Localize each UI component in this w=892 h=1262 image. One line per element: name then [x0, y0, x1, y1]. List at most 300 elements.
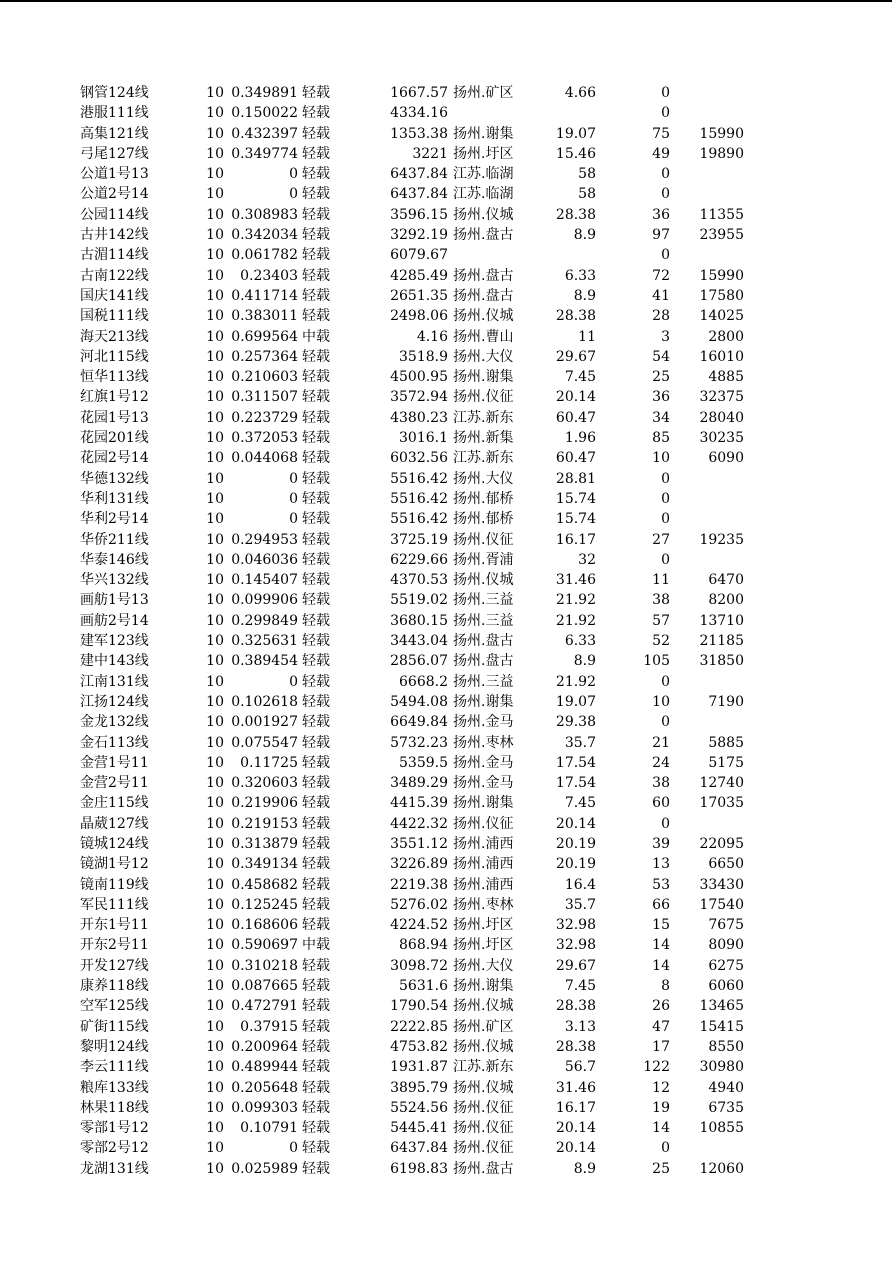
load-level-cell: 轻载	[302, 247, 330, 264]
count-cell: 52	[652, 633, 670, 650]
load-ratio-cell: 0.219153	[231, 815, 298, 832]
region-cell: 扬州.谢集	[453, 978, 514, 995]
distance-cell: 29.67	[555, 348, 596, 365]
table-row	[0, 672, 892, 692]
load-level-cell: 轻载	[302, 734, 330, 751]
load-ratio-cell: 0.294953	[231, 531, 298, 548]
capacity-margin-cell: 4285.49	[390, 267, 448, 284]
line-name-cell: 国税111线	[80, 308, 149, 325]
region-cell: 扬州.枣林	[453, 896, 514, 913]
distance-cell: 60.47	[555, 409, 596, 426]
capacity-margin-cell: 6668.2	[399, 673, 448, 690]
table-row	[0, 124, 892, 144]
distance-cell: 15.74	[555, 511, 596, 528]
region-cell: 扬州.郁桥	[453, 511, 514, 528]
distance-cell: 8.9	[573, 1160, 596, 1177]
load-level-cell: 轻载	[302, 1140, 330, 1157]
voltage-cell: 10	[206, 633, 224, 650]
load-level-cell: 轻载	[302, 1079, 330, 1096]
table-row	[0, 1118, 892, 1138]
count-cell: 14	[652, 1120, 670, 1137]
distance-cell: 19.07	[555, 125, 596, 142]
count-cell: 15	[652, 917, 670, 934]
voltage-cell: 10	[206, 1099, 224, 1116]
distance-cell: 31.46	[555, 1079, 596, 1096]
line-name-cell: 画舫2号14	[80, 612, 149, 629]
distance-cell: 20.14	[555, 1120, 596, 1137]
capacity-margin-cell: 3725.19	[390, 531, 448, 548]
capacity-margin-cell: 2219.38	[390, 876, 448, 893]
line-name-cell: 华利131线	[80, 490, 149, 507]
distance-cell: 6.33	[564, 267, 596, 284]
voltage-cell: 10	[206, 754, 224, 771]
capacity-margin-cell: 6032.56	[390, 450, 448, 467]
load-ratio-cell: 0.025989	[231, 1160, 298, 1177]
line-name-cell: 花园201线	[80, 430, 149, 447]
voltage-cell: 10	[206, 856, 224, 873]
capacity-margin-cell: 3572.94	[390, 389, 448, 406]
capacity-margin-cell: 3016.1	[399, 430, 448, 447]
voltage-cell: 10	[206, 186, 224, 203]
load-level-cell: 轻载	[302, 85, 330, 101]
line-name-cell: 公道2号14	[80, 186, 149, 203]
region-cell: 扬州.曹山	[453, 328, 514, 345]
line-name-cell: 晶葳127线	[80, 815, 149, 832]
distance-cell: 58	[578, 166, 596, 183]
count-cell: 13	[652, 856, 670, 873]
line-name-cell: 钢管124线	[80, 85, 149, 101]
line-name-cell: 黎明124线	[80, 1038, 149, 1055]
table-row	[0, 590, 892, 610]
load-ratio-cell: 0	[289, 511, 298, 528]
distance-cell: 21.92	[555, 673, 596, 690]
count-cell: 27	[652, 531, 670, 548]
voltage-cell: 10	[206, 734, 224, 751]
capacity-margin-cell: 4500.95	[390, 369, 448, 386]
load-level-cell: 轻载	[302, 775, 330, 792]
load-level-cell: 轻载	[302, 1018, 330, 1035]
load-ratio-cell: 0.311507	[231, 389, 298, 406]
region-cell: 扬州.仪征	[453, 531, 514, 548]
capacity-margin-cell: 5516.42	[390, 511, 448, 528]
capacity-margin-cell: 2856.07	[390, 653, 448, 670]
load-ratio-cell: 0.205648	[231, 1079, 298, 1096]
distance-cell: 60.47	[555, 450, 596, 467]
distance-cell: 21.92	[555, 592, 596, 609]
line-name-cell: 零部2号12	[80, 1140, 149, 1157]
line-name-cell: 古井142线	[80, 227, 149, 244]
region-cell: 扬州.谢集	[453, 125, 514, 142]
voltage-cell: 10	[206, 490, 224, 507]
table-row	[0, 875, 892, 895]
table-row	[0, 144, 892, 164]
count-cell: 21	[652, 734, 670, 751]
load-ratio-cell: 0.10791	[240, 1120, 298, 1137]
load-level-cell: 轻载	[302, 612, 330, 629]
capacity-margin-cell: 5494.08	[390, 693, 448, 710]
load-level-cell: 轻载	[302, 998, 330, 1015]
line-name-cell: 李云111线	[80, 1059, 149, 1076]
table-row	[0, 550, 892, 570]
load-ratio-cell: 0.23403	[240, 267, 298, 284]
capacity-cell: 2800	[708, 328, 744, 345]
voltage-cell: 10	[206, 1160, 224, 1177]
region-cell: 扬州.大仪	[453, 470, 514, 487]
count-cell: 25	[652, 369, 670, 386]
table-row	[0, 1017, 892, 1037]
line-name-cell: 港服111线	[80, 105, 149, 122]
region-cell: 扬州.新集	[453, 430, 514, 447]
load-ratio-cell: 0.458682	[231, 876, 298, 893]
capacity-cell: 8550	[708, 1038, 744, 1055]
load-level-cell: 轻载	[302, 409, 330, 426]
load-ratio-cell: 0.099303	[231, 1099, 298, 1116]
capacity-cell: 12060	[699, 1160, 744, 1177]
top-border	[0, 0, 892, 2]
table-row	[0, 428, 892, 448]
distance-cell: 8.9	[573, 227, 596, 244]
table-row	[0, 83, 892, 103]
load-level-cell: 轻载	[302, 369, 330, 386]
region-cell: 扬州.胥浦	[453, 551, 514, 568]
table-row	[0, 1159, 892, 1179]
table-row	[0, 509, 892, 529]
capacity-margin-cell: 5276.02	[390, 896, 448, 913]
load-level-cell: 轻载	[302, 227, 330, 244]
count-cell: 49	[652, 145, 670, 162]
capacity-cell: 33430	[699, 876, 744, 893]
load-level-cell: 轻载	[302, 653, 330, 670]
table-row	[0, 733, 892, 753]
load-level-cell: 轻载	[302, 145, 330, 162]
voltage-cell: 10	[206, 287, 224, 304]
capacity-cell: 5885	[708, 734, 744, 751]
capacity-cell: 19235	[699, 531, 744, 548]
voltage-cell: 10	[206, 998, 224, 1015]
table-row	[0, 956, 892, 976]
load-ratio-cell: 0.349774	[231, 145, 298, 162]
table-row	[0, 306, 892, 326]
load-level-cell: 轻载	[302, 856, 330, 873]
line-name-cell: 镜城124线	[80, 835, 149, 852]
region-cell: 扬州.金马	[453, 775, 514, 792]
count-cell: 47	[652, 1018, 670, 1035]
count-cell: 38	[652, 592, 670, 609]
count-cell: 24	[652, 754, 670, 771]
table-row	[0, 651, 892, 671]
capacity-margin-cell: 3098.72	[390, 957, 448, 974]
load-ratio-cell: 0.342034	[231, 227, 298, 244]
region-cell: 扬州.盘古	[453, 633, 514, 650]
table-row	[0, 976, 892, 996]
line-name-cell: 江南131线	[80, 673, 149, 690]
load-level-cell: 轻载	[302, 490, 330, 507]
voltage-cell: 10	[206, 795, 224, 812]
distance-cell: 7.45	[564, 369, 596, 386]
voltage-cell: 10	[206, 551, 224, 568]
line-name-cell: 高集121线	[80, 125, 149, 142]
load-level-cell: 轻载	[302, 1160, 330, 1177]
line-name-cell: 公园114线	[80, 206, 149, 223]
region-cell: 扬州.谢集	[453, 693, 514, 710]
capacity-cell: 6060	[708, 978, 744, 995]
distance-cell: 58	[578, 186, 596, 203]
load-level-cell: 轻载	[302, 1099, 330, 1116]
capacity-cell: 7675	[708, 917, 744, 934]
line-name-cell: 华泰146线	[80, 551, 149, 568]
region-cell: 扬州.浦西	[453, 876, 514, 893]
capacity-cell: 17540	[699, 896, 744, 913]
count-cell: 0	[661, 673, 670, 690]
voltage-cell: 10	[206, 978, 224, 995]
capacity-cell: 31850	[699, 653, 744, 670]
voltage-cell: 10	[206, 125, 224, 142]
load-ratio-cell: 0.472791	[231, 998, 298, 1015]
load-ratio-cell: 0.099906	[231, 592, 298, 609]
table-row	[0, 387, 892, 407]
load-level-cell: 轻载	[302, 308, 330, 325]
voltage-cell: 10	[206, 166, 224, 183]
line-name-cell: 江扬124线	[80, 693, 149, 710]
table-row	[0, 814, 892, 834]
region-cell: 扬州.仪征	[453, 389, 514, 406]
load-ratio-cell: 0.200964	[231, 1038, 298, 1055]
table-row	[0, 611, 892, 631]
capacity-cell: 32375	[699, 389, 744, 406]
region-cell: 扬州.谢集	[453, 795, 514, 812]
distance-cell: 16.17	[555, 531, 596, 548]
table-row	[0, 347, 892, 367]
distance-cell: 15.74	[555, 490, 596, 507]
count-cell: 0	[661, 551, 670, 568]
distance-cell: 31.46	[555, 572, 596, 589]
line-name-cell: 古南122线	[80, 267, 149, 284]
load-ratio-cell: 0.150022	[231, 105, 298, 122]
load-level-cell: 轻载	[302, 531, 330, 548]
line-name-cell: 金庄115线	[80, 795, 149, 812]
count-cell: 72	[652, 267, 670, 284]
distance-cell: 35.7	[564, 896, 596, 913]
voltage-cell: 10	[206, 105, 224, 122]
capacity-cell: 6090	[708, 450, 744, 467]
capacity-cell: 30980	[699, 1059, 744, 1076]
load-ratio-cell: 0.257364	[231, 348, 298, 365]
load-ratio-cell: 0.489944	[231, 1059, 298, 1076]
region-cell: 扬州.浦西	[453, 856, 514, 873]
table-row	[0, 205, 892, 225]
line-name-cell: 开东2号11	[80, 937, 149, 954]
capacity-cell: 12740	[699, 775, 744, 792]
count-cell: 41	[652, 287, 670, 304]
load-ratio-cell: 0	[289, 1140, 298, 1157]
capacity-margin-cell: 3226.89	[390, 856, 448, 873]
line-name-cell: 金营2号11	[80, 775, 149, 792]
capacity-margin-cell: 5524.56	[390, 1099, 448, 1116]
load-level-cell: 轻载	[302, 206, 330, 223]
region-cell: 扬州.谢集	[453, 369, 514, 386]
region-cell: 扬州.郁桥	[453, 490, 514, 507]
capacity-margin-cell: 6229.66	[390, 551, 448, 568]
capacity-cell: 13710	[699, 612, 744, 629]
region-cell: 江苏.临湖	[453, 166, 514, 183]
table-row	[0, 793, 892, 813]
count-cell: 19	[652, 1099, 670, 1116]
load-level-cell: 轻载	[302, 754, 330, 771]
load-level-cell: 轻载	[302, 835, 330, 852]
capacity-cell: 22095	[699, 835, 744, 852]
distance-cell: 7.45	[564, 795, 596, 812]
voltage-cell: 10	[206, 470, 224, 487]
load-ratio-cell: 0.125245	[231, 896, 298, 913]
region-cell: 江苏.临湖	[453, 186, 514, 203]
load-level-cell: 轻载	[302, 348, 330, 365]
region-cell: 江苏.新东	[453, 450, 514, 467]
voltage-cell: 10	[206, 693, 224, 710]
load-ratio-cell: 0.044068	[231, 450, 298, 467]
count-cell: 14	[652, 937, 670, 954]
load-ratio-cell: 0.432397	[231, 125, 298, 142]
capacity-cell: 11355	[699, 206, 744, 223]
load-ratio-cell: 0	[289, 166, 298, 183]
load-level-cell: 轻载	[302, 795, 330, 812]
distance-cell: 1.96	[564, 430, 596, 447]
count-cell: 28	[652, 308, 670, 325]
distance-cell: 6.33	[564, 633, 596, 650]
count-cell: 0	[661, 714, 670, 731]
load-ratio-cell: 0.349891	[231, 85, 298, 101]
region-cell: 扬州.大仪	[453, 957, 514, 974]
capacity-margin-cell: 2498.06	[390, 308, 448, 325]
capacity-margin-cell: 4334.16	[390, 105, 448, 122]
table-row	[0, 1057, 892, 1077]
distance-cell: 28.38	[555, 308, 596, 325]
load-level-cell: 轻载	[302, 450, 330, 467]
table-row	[0, 1138, 892, 1158]
region-cell: 扬州.三益	[453, 592, 514, 609]
load-level-cell: 轻载	[302, 186, 330, 203]
capacity-margin-cell: 1790.54	[390, 998, 448, 1015]
capacity-margin-cell: 4380.23	[390, 409, 448, 426]
distance-cell: 28.38	[555, 1038, 596, 1055]
load-ratio-cell: 0.699564	[231, 328, 298, 345]
load-ratio-cell: 0.075547	[231, 734, 298, 751]
distance-cell: 20.14	[555, 815, 596, 832]
distance-cell: 32.98	[555, 937, 596, 954]
region-cell: 扬州.仪征	[453, 1140, 514, 1157]
load-level-cell: 轻载	[302, 957, 330, 974]
load-level-cell: 轻载	[302, 978, 330, 995]
table-row	[0, 1037, 892, 1057]
load-ratio-cell: 0.372053	[231, 430, 298, 447]
capacity-margin-cell: 1353.38	[390, 125, 448, 142]
region-cell: 江苏.新东	[453, 409, 514, 426]
distance-cell: 20.14	[555, 1140, 596, 1157]
count-cell: 0	[661, 511, 670, 528]
count-cell: 12	[652, 1079, 670, 1096]
region-cell: 江苏.新东	[453, 1059, 514, 1076]
load-ratio-cell: 0.168606	[231, 917, 298, 934]
voltage-cell: 10	[206, 1038, 224, 1055]
distance-cell: 21.92	[555, 612, 596, 629]
voltage-cell: 10	[206, 714, 224, 731]
line-name-cell: 华兴132线	[80, 572, 149, 589]
line-name-cell: 康养118线	[80, 978, 149, 995]
capacity-margin-cell: 4.16	[416, 328, 448, 345]
capacity-margin-cell: 5516.42	[390, 470, 448, 487]
table-row	[0, 854, 892, 874]
capacity-cell: 8090	[708, 937, 744, 954]
count-cell: 75	[652, 125, 670, 142]
capacity-margin-cell: 6198.83	[390, 1160, 448, 1177]
voltage-cell: 10	[206, 409, 224, 426]
capacity-margin-cell: 3489.29	[390, 775, 448, 792]
count-cell: 11	[652, 572, 670, 589]
line-name-cell: 国庆141线	[80, 287, 149, 304]
count-cell: 10	[652, 693, 670, 710]
load-ratio-cell: 0.590697	[231, 937, 298, 954]
region-cell: 扬州.仪征	[453, 815, 514, 832]
capacity-margin-cell: 3443.04	[390, 633, 448, 650]
voltage-cell: 10	[206, 145, 224, 162]
line-name-cell: 金营1号11	[80, 754, 149, 771]
table-row	[0, 834, 892, 854]
voltage-cell: 10	[206, 348, 224, 365]
table-row	[0, 631, 892, 651]
load-level-cell: 中载	[302, 937, 330, 954]
distance-cell: 20.14	[555, 389, 596, 406]
voltage-cell: 10	[206, 917, 224, 934]
region-cell: 扬州.仪城	[453, 206, 514, 223]
count-cell: 0	[661, 247, 670, 264]
count-cell: 26	[652, 998, 670, 1015]
voltage-cell: 10	[206, 957, 224, 974]
capacity-cell: 15990	[699, 267, 744, 284]
table-row	[0, 1098, 892, 1118]
line-name-cell: 林果118线	[80, 1099, 149, 1116]
capacity-margin-cell: 6079.67	[390, 247, 448, 264]
region-cell: 扬州.仪城	[453, 572, 514, 589]
voltage-cell: 10	[206, 1079, 224, 1096]
load-level-cell: 轻载	[302, 896, 330, 913]
line-name-cell: 建中143线	[80, 653, 149, 670]
capacity-margin-cell: 5516.42	[390, 490, 448, 507]
voltage-cell: 10	[206, 653, 224, 670]
capacity-cell: 4940	[708, 1079, 744, 1096]
region-cell: 扬州.枣林	[453, 734, 514, 751]
count-cell: 0	[661, 85, 670, 101]
load-level-cell: 轻载	[302, 917, 330, 934]
line-name-cell: 花园1号13	[80, 409, 149, 426]
region-cell: 扬州.金马	[453, 714, 514, 731]
load-ratio-cell: 0.349134	[231, 856, 298, 873]
load-level-cell: 轻载	[302, 287, 330, 304]
load-level-cell: 轻载	[302, 105, 330, 122]
capacity-margin-cell: 6437.84	[390, 166, 448, 183]
load-level-cell: 轻载	[302, 1038, 330, 1055]
line-name-cell: 海天213线	[80, 328, 149, 345]
distance-cell: 29.67	[555, 957, 596, 974]
load-ratio-cell: 0.210603	[231, 369, 298, 386]
capacity-cell: 6470	[708, 572, 744, 589]
voltage-cell: 10	[206, 572, 224, 589]
voltage-cell: 10	[206, 612, 224, 629]
distance-cell: 16.4	[564, 876, 596, 893]
line-name-cell: 河北115线	[80, 348, 149, 365]
load-ratio-cell: 0	[289, 470, 298, 487]
voltage-cell: 10	[206, 389, 224, 406]
load-ratio-cell: 0	[289, 673, 298, 690]
table-row	[0, 570, 892, 590]
